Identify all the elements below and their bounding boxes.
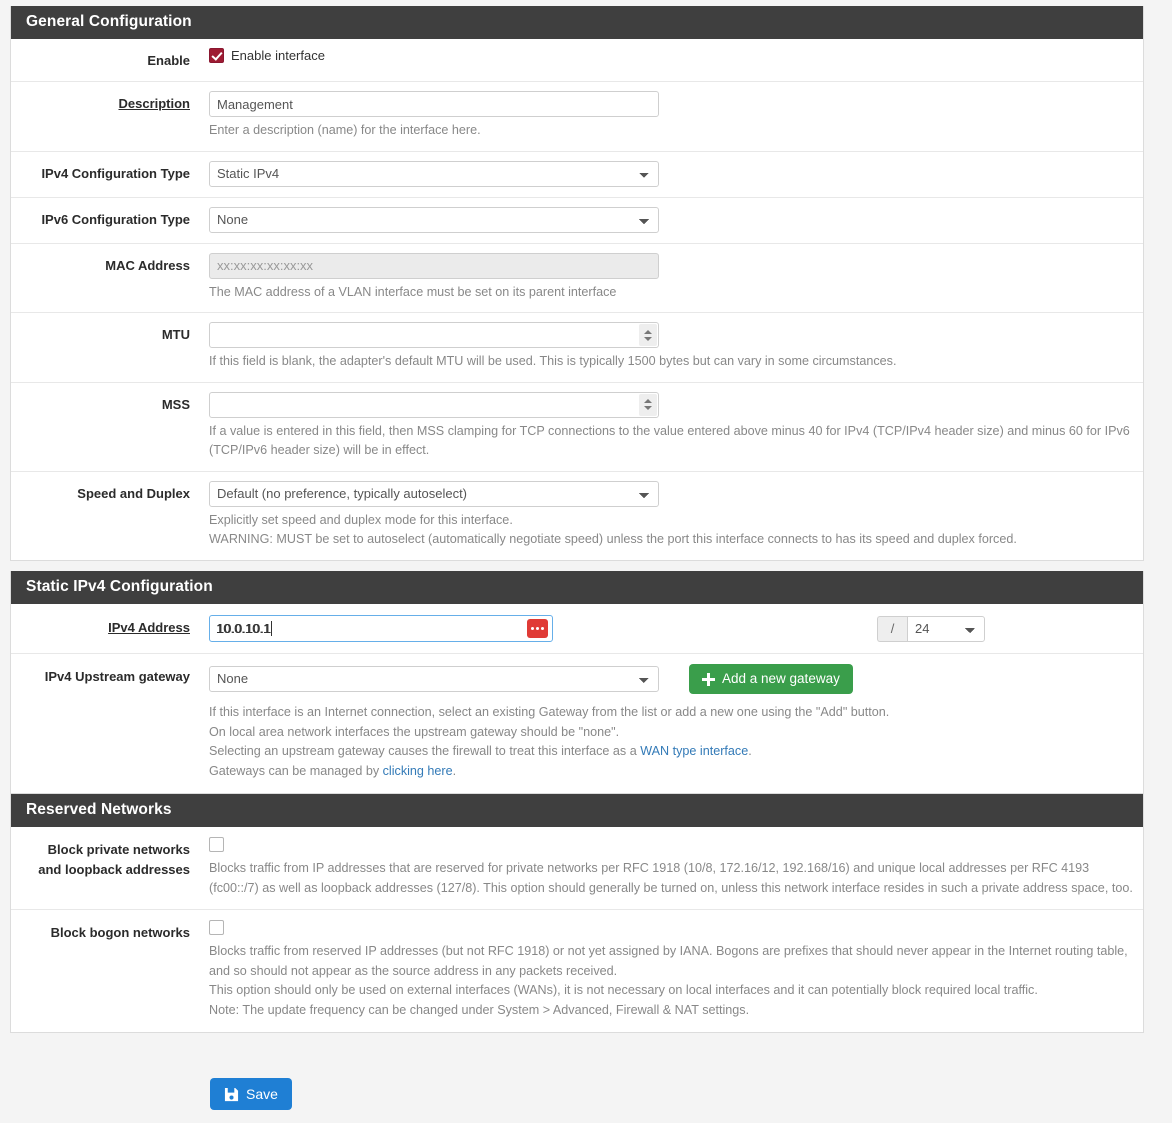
panel-reserved-networks xyxy=(10,794,1144,1033)
plus-icon xyxy=(702,673,715,686)
ipv4-address-shadow-text: 10.0.10.1 xyxy=(216,621,271,636)
block-bogon-help-1: Blocks traffic from reserved IP addresses (but not RFC 1918) or not yet assigned by IANA. Bogons are prefixes that should never appear in the Internet routing table, and so should not appear as the source address in any packets received. xyxy=(209,944,1128,978)
enable-interface-checkbox[interactable] xyxy=(209,48,224,63)
row-ipv4-address xyxy=(11,604,1143,654)
save-button[interactable] xyxy=(210,1078,292,1110)
row-block-bogon-networks xyxy=(11,910,1143,1032)
row-block-private-networks xyxy=(11,827,1143,910)
block-private-networks-checkbox[interactable] xyxy=(209,837,224,852)
row-mss xyxy=(11,383,1143,472)
speed-duplex-help-1: Explicitly set speed and duplex mode for this interface. xyxy=(209,512,513,527)
label-ipv4-address-text: IPv4 Address xyxy=(108,620,190,635)
gateway-help-line-4 xyxy=(209,762,1133,782)
mac-address-input[interactable] xyxy=(209,253,659,279)
label-mac-address: MAC Address xyxy=(105,257,190,273)
description-input[interactable] xyxy=(209,91,659,117)
speed-duplex-select[interactable] xyxy=(209,481,659,507)
field-mac-address xyxy=(200,253,1143,303)
field-mss xyxy=(200,392,1143,461)
gateway-help-4-pre: Gateways can be managed by xyxy=(209,763,383,778)
panel-body-reserved-networks xyxy=(11,827,1143,1032)
mss-input[interactable] xyxy=(209,392,659,418)
row-mtu xyxy=(11,313,1143,383)
gateway-controls xyxy=(209,664,1133,694)
mtu-stepper xyxy=(209,322,659,348)
label-block-bogon-networks: Block bogon networks xyxy=(50,925,190,940)
mtu-spinner-icon[interactable] xyxy=(639,324,657,346)
wan-type-interface-link[interactable]: WAN type interface xyxy=(640,744,749,758)
row-description xyxy=(11,82,1143,152)
panel-general-configuration xyxy=(10,6,1144,561)
mss-stepper xyxy=(209,392,659,418)
ipv4-config-type-select[interactable] xyxy=(209,161,659,187)
label-description-text: Description xyxy=(118,96,190,111)
mss-spinner-icon[interactable] xyxy=(639,394,657,416)
field-description xyxy=(200,91,1143,141)
gateway-help-3-post: . xyxy=(748,744,752,758)
mtu-help: If this field is blank, the adapter's default MTU will be used. This is typically 1500 bytes but can vary in some circumstances. xyxy=(209,354,897,368)
field-block-bogon-networks xyxy=(200,920,1143,1020)
field-upstream-gateway xyxy=(200,664,1143,781)
mss-help: If a value is entered in this field, then MSS clamping for TCP connections to the value entered above minus 40 for IPv4 (TCP/IPv4 header size) and minus 60 for IPv6 (TCP/IPv6 header size) will be in effect. xyxy=(209,423,1130,457)
label-ipv4-config-type: IPv4 Configuration Type xyxy=(41,165,190,181)
row-mac-address xyxy=(11,244,1143,314)
label-mtu: MTU xyxy=(161,327,190,342)
add-new-gateway-button[interactable] xyxy=(689,664,853,694)
subnet-mask-group xyxy=(877,616,985,642)
field-enable xyxy=(200,48,1143,63)
row-enable xyxy=(11,39,1143,82)
label-upstream-gateway: IPv4 Upstream gateway xyxy=(44,669,190,684)
ellipsis-icon[interactable] xyxy=(527,619,548,638)
block-private-networks-help: Blocks traffic from IP addresses that are reserved for private networks per RFC 1918 (10/8, 172.16/12, 192.168/16) and unique local addresses per RFC 4193 (fc00::/7) as well as loopback addresses (127/8). This option should generally be turned on, unless this network interface resides in such a private address space, too. xyxy=(209,861,1133,895)
field-speed-duplex xyxy=(200,481,1143,550)
label-mss: MSS xyxy=(161,396,190,412)
label-description xyxy=(11,91,200,114)
enable-interface-label: Enable interface xyxy=(231,48,325,63)
panel-body-static-ipv4 xyxy=(11,604,1143,793)
save-button-label: Save xyxy=(246,1086,278,1102)
label-block-private-line-2: and loopback addresses xyxy=(38,862,190,877)
gateway-help-line-1: If this interface is an Internet connection, select an existing Gateway from the list or add a new one using the "Add" button. xyxy=(209,705,890,719)
label-speed-duplex: Speed and Duplex xyxy=(77,485,190,501)
block-bogon-help-3: Note: The update frequency can be changed under System > Advanced, Firewall & NAT settings. xyxy=(209,1002,750,1017)
label-block-private-networks xyxy=(11,837,200,880)
ipv4-address-wrap xyxy=(209,615,553,642)
ipv6-config-type-select[interactable] xyxy=(209,207,659,233)
gateway-help-4-post: . xyxy=(452,763,457,778)
ipv4-address-input[interactable] xyxy=(209,615,553,642)
row-upstream-gateway xyxy=(11,654,1143,793)
speed-duplex-help-2: WARNING: MUST be set to autoselect (automatically negotiate speed) unless the port this interface connects to has its speed and duplex forced. xyxy=(209,532,1017,546)
description-help: Enter a description (name) for the interface here. xyxy=(209,123,481,137)
mtu-input[interactable] xyxy=(209,322,659,348)
panel-body-general xyxy=(11,39,1143,560)
panel-static-ipv4 xyxy=(10,571,1144,794)
gateway-help-3-pre: Selecting an upstream gateway causes the firewall to treat this interface as a xyxy=(209,744,641,758)
row-ipv4-config-type xyxy=(11,152,1143,198)
field-mtu xyxy=(200,322,1143,372)
form-footer xyxy=(210,1078,292,1110)
panel-heading-reserved-networks: Reserved Networks xyxy=(11,794,1143,827)
label-ipv6-config-type: IPv6 Configuration Type xyxy=(41,211,190,227)
label-ipv4-address xyxy=(11,615,200,638)
field-ipv4-config-type xyxy=(200,161,1143,187)
block-bogon-help-2: This option should only be used on external interfaces (WANs), it is not necessary on local interfaces and it can potentially block required local traffic. xyxy=(209,983,1038,997)
upstream-gateway-select[interactable] xyxy=(209,666,659,692)
clicking-here-link[interactable]: clicking here xyxy=(382,763,453,778)
block-bogon-networks-checkbox[interactable] xyxy=(209,920,224,935)
field-ipv6-config-type xyxy=(200,207,1143,233)
row-ipv6-config-type xyxy=(11,198,1143,244)
panel-heading-static-ipv4: Static IPv4 Configuration xyxy=(11,571,1143,604)
panel-heading-general: General Configuration xyxy=(11,6,1143,39)
gateway-help-line-2: On local area network interfaces the upstream gateway should be "none". xyxy=(209,724,620,739)
save-icon xyxy=(224,1087,239,1102)
field-ipv4-address xyxy=(200,615,1143,642)
gateway-help-line-3 xyxy=(209,742,1133,762)
add-new-gateway-label: Add a new gateway xyxy=(722,671,840,686)
subnet-prefix-addon: / xyxy=(877,616,907,642)
row-speed-duplex xyxy=(11,472,1143,560)
subnet-mask-select[interactable] xyxy=(907,616,985,642)
mac-address-help: The MAC address of a VLAN interface must be set on its parent interface xyxy=(209,284,617,299)
field-block-private-networks xyxy=(200,837,1143,898)
label-block-private-line-1: Block private networks xyxy=(47,842,190,857)
label-enable: Enable xyxy=(147,53,190,68)
